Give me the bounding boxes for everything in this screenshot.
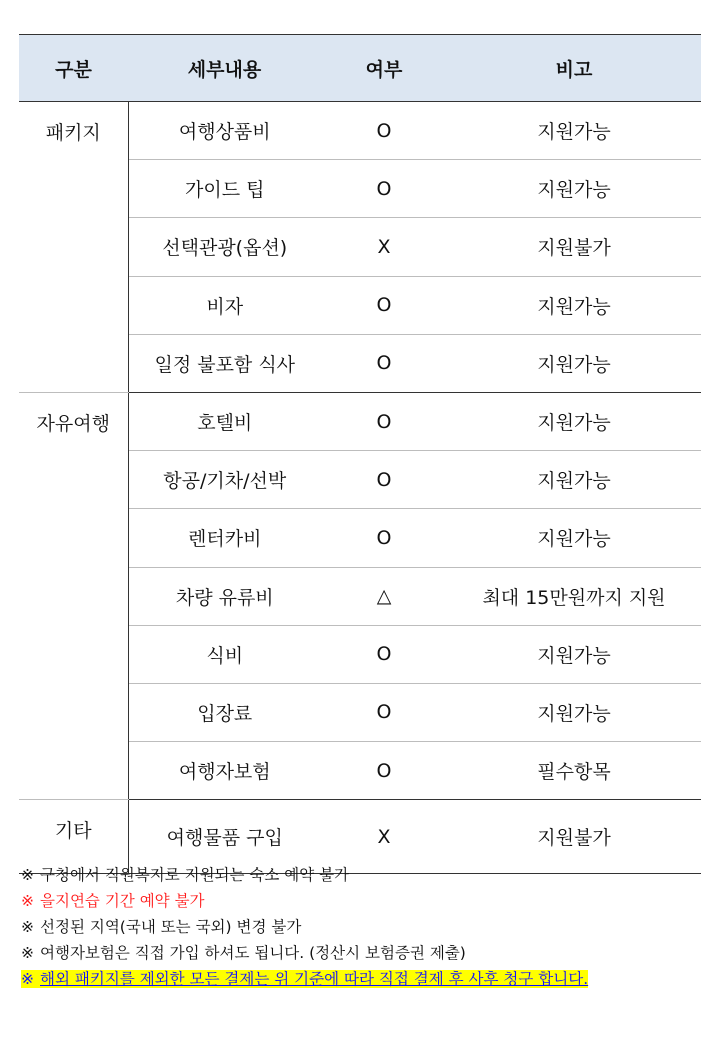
reference-mark: ※	[21, 892, 34, 910]
detail-cell: 항공/기차/선박	[128, 451, 321, 509]
detail-cell: 호텔비	[128, 392, 321, 450]
detail-cell: 가이드 팁	[128, 160, 321, 218]
detail-cell: 일정 불포함 식사	[128, 334, 321, 392]
reference-mark: ※	[21, 970, 40, 988]
header-detail: 세부내용	[128, 35, 321, 102]
notes-list	[21, 862, 701, 992]
support-table-container	[19, 34, 701, 874]
detail-cell: 비자	[128, 276, 321, 334]
category-cell: 기타	[19, 800, 128, 874]
note-item	[21, 940, 701, 966]
detail-cell: 차량 유류비	[128, 567, 321, 625]
note-cell: 지원가능	[447, 451, 701, 509]
status-cell: X	[321, 218, 447, 276]
note-cell: 최대 15만원까지 지원	[447, 567, 701, 625]
detail-cell: 여행자보험	[128, 742, 321, 800]
detail-cell: 입장료	[128, 683, 321, 741]
note-cell: 지원가능	[447, 683, 701, 741]
note-cell: 지원가능	[447, 160, 701, 218]
reference-mark: ※	[21, 866, 34, 884]
detail-cell: 렌터카비	[128, 509, 321, 567]
note-item-warning	[21, 888, 701, 914]
status-cell: O	[321, 334, 447, 392]
status-cell: O	[321, 102, 447, 160]
note-item	[21, 914, 701, 940]
status-cell: X	[321, 800, 447, 874]
note-item	[21, 862, 701, 888]
note-item-highlighted	[21, 966, 701, 992]
status-cell: O	[321, 276, 447, 334]
header-status: 여부	[321, 35, 447, 102]
detail-cell: 여행물품 구입	[128, 800, 321, 874]
header-category: 구분	[19, 35, 128, 102]
note-cell: 지원불가	[447, 800, 701, 874]
reference-mark: ※	[21, 944, 34, 962]
note-text: 선정된 지역(국내 또는 국외) 변경 불가	[40, 918, 302, 936]
category-cell: 패키지	[19, 102, 128, 393]
table-header	[19, 35, 701, 102]
note-text: 을지연습 기간 예약 불가	[40, 892, 205, 910]
note-cell: 지원불가	[447, 218, 701, 276]
note-cell: 지원가능	[447, 625, 701, 683]
detail-cell: 여행상품비	[128, 102, 321, 160]
reference-mark: ※	[21, 918, 34, 936]
note-cell: 필수항목	[447, 742, 701, 800]
support-table	[19, 34, 701, 874]
detail-cell: 식비	[128, 625, 321, 683]
note-cell: 지원가능	[447, 276, 701, 334]
status-cell: O	[321, 392, 447, 450]
header-row	[19, 35, 701, 102]
note-text: 해외 패키지를 제외한 모든 결제는 위 기준에 따라 직접 결제 후 사후 청구 합니다.	[40, 970, 589, 988]
status-cell: O	[321, 625, 447, 683]
category-cell: 자유여행	[19, 392, 128, 799]
table-body	[19, 102, 701, 874]
note-text: 구청에서 직원복지로 지원되는 숙소 예약 불가	[40, 866, 350, 884]
status-cell: △	[321, 567, 447, 625]
detail-cell: 선택관광(옵션)	[128, 218, 321, 276]
note-cell: 지원가능	[447, 392, 701, 450]
note-cell: 지원가능	[447, 509, 701, 567]
note-text: 여행자보험은 직접 가입 하셔도 됩니다. (정산시 보험증권 제출)	[40, 944, 466, 962]
note-cell: 지원가능	[447, 102, 701, 160]
status-cell: O	[321, 160, 447, 218]
status-cell: O	[321, 742, 447, 800]
status-cell: O	[321, 451, 447, 509]
table-row	[19, 102, 701, 160]
note-cell: 지원가능	[447, 334, 701, 392]
table-row	[19, 392, 701, 450]
header-note: 비고	[447, 35, 701, 102]
status-cell: O	[321, 683, 447, 741]
status-cell: O	[321, 509, 447, 567]
